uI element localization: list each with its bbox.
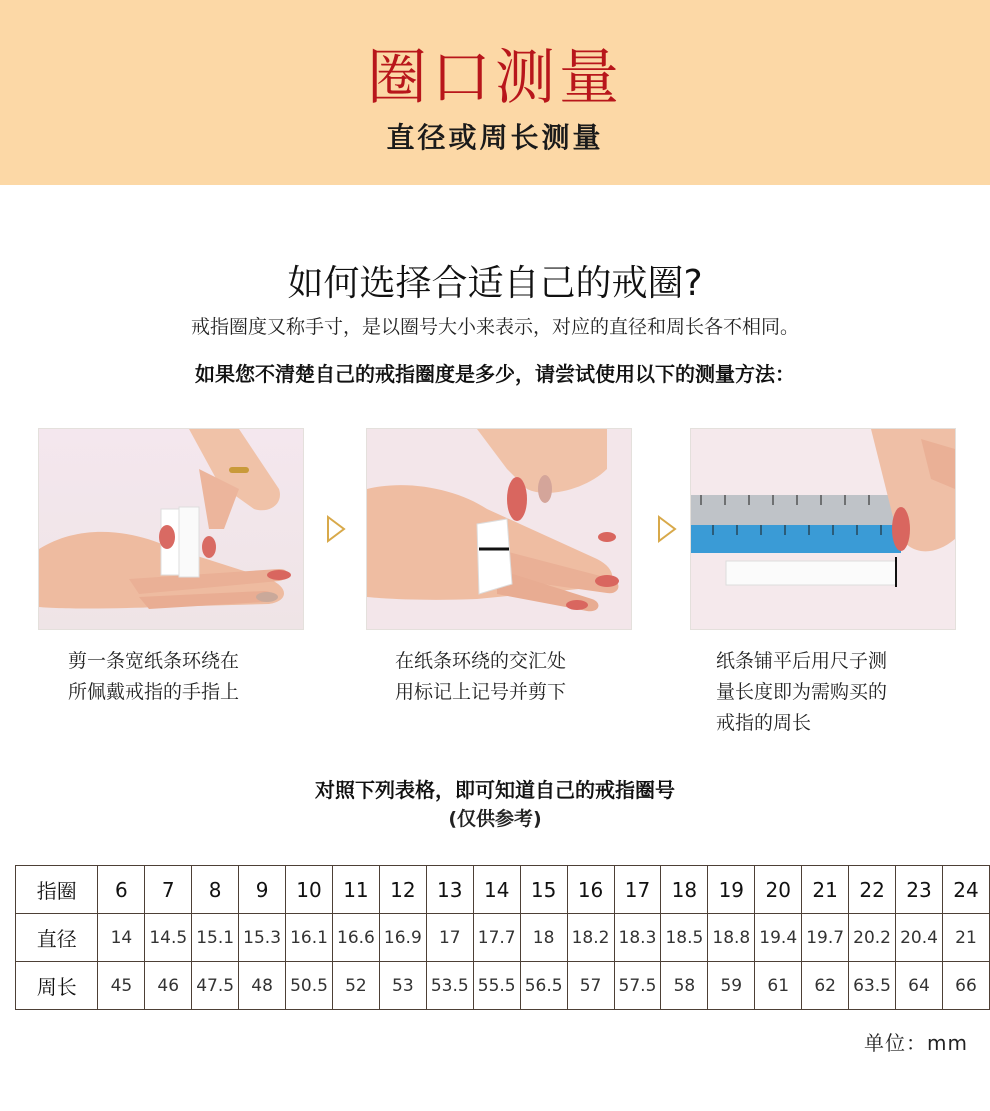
table-cell: 10 — [286, 866, 333, 914]
step-2-image — [366, 428, 632, 630]
table-cell: 17.7 — [473, 914, 520, 962]
caption-line: 戒指的周长 — [716, 712, 812, 734]
table-title: 对照下列表格，即可知道自己的戒指圈号 — [315, 778, 675, 802]
table-cell: 15.3 — [239, 914, 286, 962]
table-cell: 66 — [942, 962, 989, 1010]
table-cell: 18 — [661, 866, 708, 914]
table-cell: 53.5 — [426, 962, 473, 1010]
table-row-diameter — [16, 914, 990, 962]
step-3-image — [690, 428, 956, 630]
table-cell: 59 — [708, 962, 755, 1010]
table-cell: 64 — [896, 962, 943, 1010]
table-cell: 11 — [332, 866, 379, 914]
caption-line: 所佩戴戒指的手指上 — [68, 681, 240, 703]
step-1-caption — [68, 646, 239, 708]
table-cell: 18 — [520, 914, 567, 962]
table-cell: 17 — [614, 866, 661, 914]
row-header: 直径 — [16, 914, 98, 962]
table-cell: 62 — [802, 962, 849, 1010]
table-cell: 24 — [942, 866, 989, 914]
table-cell: 16 — [567, 866, 614, 914]
table-cell: 18.3 — [614, 914, 661, 962]
table-cell: 20.4 — [896, 914, 943, 962]
caption-line: 量长度即为需购买的 — [716, 681, 888, 703]
table-cell: 61 — [755, 962, 802, 1010]
table-cell: 14 — [98, 914, 145, 962]
table-cell: 57.5 — [614, 962, 661, 1010]
table-cell: 50.5 — [286, 962, 333, 1010]
unit-label: 单位：mm — [864, 1031, 968, 1055]
table-cell: 16.9 — [379, 914, 426, 962]
row-header: 指圈 — [16, 866, 98, 914]
table-cell: 17 — [426, 914, 473, 962]
step-arrow-icon — [325, 514, 347, 544]
table-cell: 12 — [379, 866, 426, 914]
table-cell: 57 — [567, 962, 614, 1010]
table-cell: 15.1 — [192, 914, 239, 962]
table-row-circumference — [16, 962, 990, 1010]
table-cell: 20 — [755, 866, 802, 914]
table-cell: 19.4 — [755, 914, 802, 962]
table-cell: 9 — [239, 866, 286, 914]
table-cell: 14 — [473, 866, 520, 914]
table-cell: 18.2 — [567, 914, 614, 962]
banner-title: 圈口测量 — [367, 43, 623, 113]
table-cell: 19.7 — [802, 914, 849, 962]
table-cell: 58 — [661, 962, 708, 1010]
table-cell: 23 — [896, 866, 943, 914]
row-header: 周长 — [16, 962, 98, 1010]
table-cell: 55.5 — [473, 962, 520, 1010]
table-cell: 53 — [379, 962, 426, 1010]
table-cell: 8 — [192, 866, 239, 914]
table-cell: 63.5 — [849, 962, 896, 1010]
table-cell: 46 — [145, 962, 192, 1010]
table-cell: 47.5 — [192, 962, 239, 1010]
table-cell: 21 — [802, 866, 849, 914]
step-2-caption — [395, 646, 566, 708]
table-cell: 19 — [708, 866, 755, 914]
header-banner — [0, 0, 990, 185]
table-cell: 52 — [332, 962, 379, 1010]
step-1-image — [38, 428, 304, 630]
table-row-ring-size — [16, 866, 990, 914]
caption-line: 用标记上记号并剪下 — [395, 681, 567, 703]
table-cell: 56.5 — [520, 962, 567, 1010]
banner-subtitle: 直径或周长测量 — [386, 121, 604, 154]
table-cell: 18.8 — [708, 914, 755, 962]
table-cell: 18.5 — [661, 914, 708, 962]
table-cell: 16.1 — [286, 914, 333, 962]
intro-title: 如何选择合适自己的戒圈? — [287, 263, 703, 304]
table-cell: 45 — [98, 962, 145, 1010]
table-cell: 16.6 — [332, 914, 379, 962]
table-cell: 7 — [145, 866, 192, 914]
step-arrow-icon — [656, 514, 678, 544]
table-cell: 14.5 — [145, 914, 192, 962]
step-3-caption — [716, 646, 887, 739]
table-cell: 13 — [426, 866, 473, 914]
table-cell: 48 — [239, 962, 286, 1010]
intro-description: 戒指圈度又称手寸，是以圈号大小来表示，对应的直径和周长各不相同。 — [190, 316, 799, 338]
table-cell: 6 — [98, 866, 145, 914]
caption-line: 纸条铺平后用尺子测 — [716, 650, 888, 672]
table-cell: 21 — [942, 914, 989, 962]
table-cell: 22 — [849, 866, 896, 914]
intro-instruction: 如果您不清楚自己的戒指圈度是多少，请尝试使用以下的测量方法： — [195, 362, 795, 386]
ring-size-table — [15, 865, 990, 1010]
table-cell: 20.2 — [849, 914, 896, 962]
table-note: (仅供参考) — [448, 808, 542, 830]
caption-line: 在纸条环绕的交汇处 — [395, 650, 567, 672]
table-cell: 15 — [520, 866, 567, 914]
caption-line: 剪一条宽纸条环绕在 — [68, 650, 240, 672]
